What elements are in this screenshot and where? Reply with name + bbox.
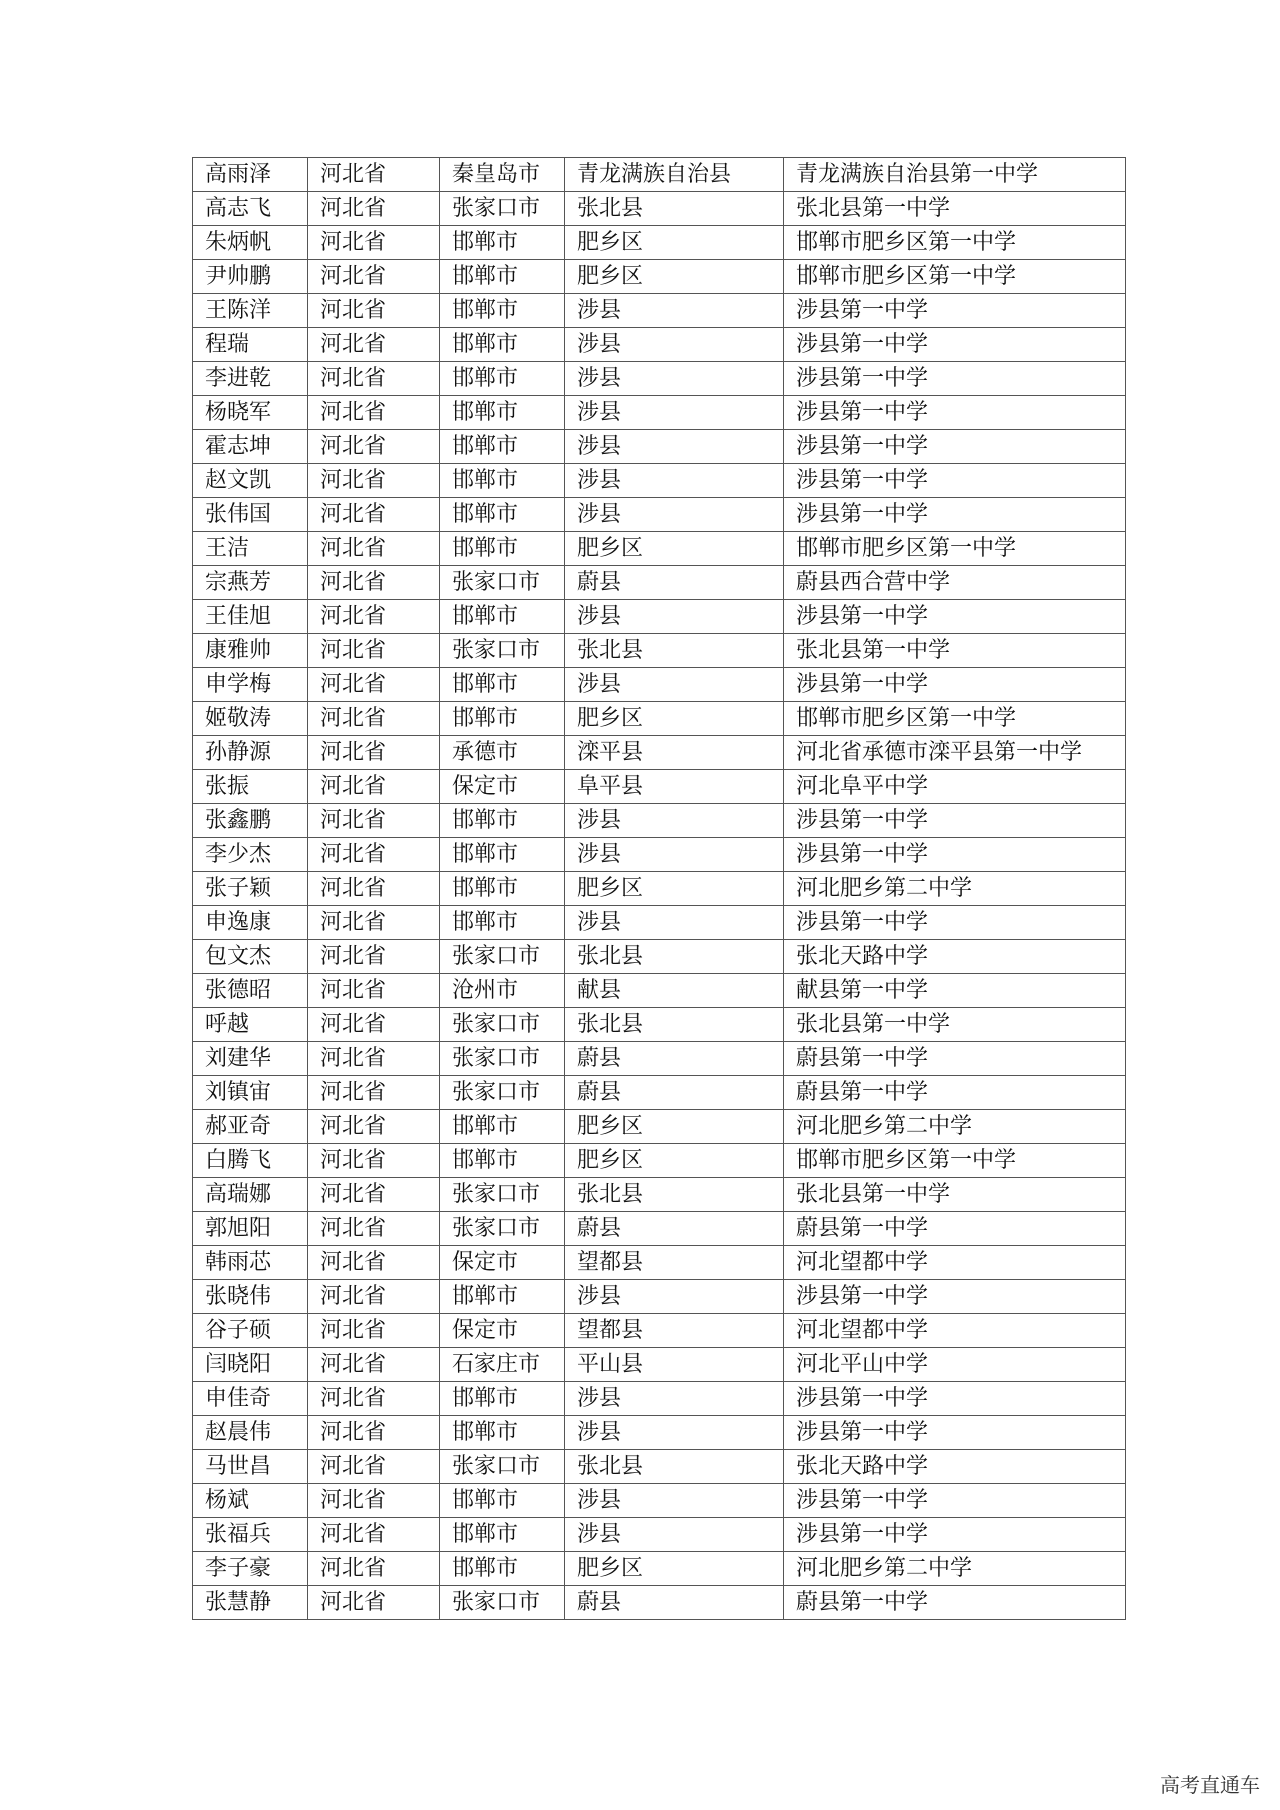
province-cell: 河北省 <box>308 1450 440 1484</box>
school-cell: 涉县第一中学 <box>784 1416 1126 1450</box>
county-cell: 涉县 <box>565 464 784 498</box>
city-cell: 邯郸市 <box>440 906 565 940</box>
province-cell: 河北省 <box>308 1348 440 1382</box>
city-cell: 沧州市 <box>440 974 565 1008</box>
school-cell: 河北肥乡第二中学 <box>784 1552 1126 1586</box>
name-cell: 郭旭阳 <box>193 1212 308 1246</box>
county-cell: 肥乡区 <box>565 1552 784 1586</box>
county-cell: 张北县 <box>565 634 784 668</box>
county-cell: 张北县 <box>565 1008 784 1042</box>
city-cell: 邯郸市 <box>440 260 565 294</box>
province-cell: 河北省 <box>308 1280 440 1314</box>
county-cell: 蔚县 <box>565 1042 784 1076</box>
city-cell: 邯郸市 <box>440 702 565 736</box>
city-cell: 承德市 <box>440 736 565 770</box>
school-cell: 蔚县西合营中学 <box>784 566 1126 600</box>
school-cell: 河北肥乡第二中学 <box>784 872 1126 906</box>
school-cell: 张北县第一中学 <box>784 1008 1126 1042</box>
school-cell: 河北肥乡第二中学 <box>784 1110 1126 1144</box>
table-row <box>193 396 1126 430</box>
school-cell: 蔚县第一中学 <box>784 1586 1126 1620</box>
province-cell: 河北省 <box>308 158 440 192</box>
name-cell: 尹帅鹏 <box>193 260 308 294</box>
table-row <box>193 1552 1126 1586</box>
table-row <box>193 1348 1126 1382</box>
city-cell: 邯郸市 <box>440 1110 565 1144</box>
name-cell: 高瑞娜 <box>193 1178 308 1212</box>
province-cell: 河北省 <box>308 1144 440 1178</box>
name-cell: 程瑞 <box>193 328 308 362</box>
province-cell: 河北省 <box>308 702 440 736</box>
city-cell: 邯郸市 <box>440 1416 565 1450</box>
school-cell: 涉县第一中学 <box>784 804 1126 838</box>
name-cell: 张伟国 <box>193 498 308 532</box>
name-cell: 白腾飞 <box>193 1144 308 1178</box>
province-cell: 河北省 <box>308 1212 440 1246</box>
county-cell: 涉县 <box>565 1280 784 1314</box>
school-cell: 邯郸市肥乡区第一中学 <box>784 1144 1126 1178</box>
table-row <box>193 736 1126 770</box>
school-cell: 涉县第一中学 <box>784 1484 1126 1518</box>
province-cell: 河北省 <box>308 940 440 974</box>
school-cell: 蔚县第一中学 <box>784 1076 1126 1110</box>
county-cell: 涉县 <box>565 396 784 430</box>
county-cell: 涉县 <box>565 1382 784 1416</box>
province-cell: 河北省 <box>308 328 440 362</box>
table-row <box>193 1484 1126 1518</box>
name-cell: 孙静源 <box>193 736 308 770</box>
table-row <box>193 566 1126 600</box>
city-cell: 邯郸市 <box>440 872 565 906</box>
city-cell: 邯郸市 <box>440 668 565 702</box>
name-cell: 韩雨芯 <box>193 1246 308 1280</box>
city-cell: 邯郸市 <box>440 532 565 566</box>
table-row <box>193 532 1126 566</box>
name-cell: 宗燕芳 <box>193 566 308 600</box>
province-cell: 河北省 <box>308 1314 440 1348</box>
school-cell: 河北望都中学 <box>784 1246 1126 1280</box>
county-cell: 涉县 <box>565 328 784 362</box>
county-cell: 肥乡区 <box>565 226 784 260</box>
table-row <box>193 906 1126 940</box>
table-row <box>193 430 1126 464</box>
name-cell: 刘建华 <box>193 1042 308 1076</box>
name-cell: 张晓伟 <box>193 1280 308 1314</box>
county-cell: 涉县 <box>565 430 784 464</box>
name-cell: 高志飞 <box>193 192 308 226</box>
county-cell: 平山县 <box>565 1348 784 1382</box>
province-cell: 河北省 <box>308 1110 440 1144</box>
name-cell: 朱炳帆 <box>193 226 308 260</box>
city-cell: 张家口市 <box>440 1586 565 1620</box>
city-cell: 张家口市 <box>440 566 565 600</box>
city-cell: 邯郸市 <box>440 294 565 328</box>
province-cell: 河北省 <box>308 1076 440 1110</box>
city-cell: 邯郸市 <box>440 464 565 498</box>
watermark-text: 高考直通车 <box>1160 1773 1260 1797</box>
table-row <box>193 1008 1126 1042</box>
name-cell: 刘镇宙 <box>193 1076 308 1110</box>
table-body <box>193 158 1126 1620</box>
school-cell: 涉县第一中学 <box>784 1280 1126 1314</box>
province-cell: 河北省 <box>308 770 440 804</box>
table-row <box>193 770 1126 804</box>
table-row <box>193 158 1126 192</box>
name-cell: 杨斌 <box>193 1484 308 1518</box>
county-cell: 肥乡区 <box>565 702 784 736</box>
county-cell: 滦平县 <box>565 736 784 770</box>
school-cell: 河北望都中学 <box>784 1314 1126 1348</box>
school-cell: 涉县第一中学 <box>784 328 1126 362</box>
city-cell: 张家口市 <box>440 940 565 974</box>
county-cell: 涉县 <box>565 362 784 396</box>
city-cell: 张家口市 <box>440 1008 565 1042</box>
province-cell: 河北省 <box>308 430 440 464</box>
province-cell: 河北省 <box>308 1552 440 1586</box>
table-row <box>193 498 1126 532</box>
table-row <box>193 192 1126 226</box>
city-cell: 邯郸市 <box>440 1144 565 1178</box>
school-cell: 涉县第一中学 <box>784 600 1126 634</box>
county-cell: 阜平县 <box>565 770 784 804</box>
school-cell: 涉县第一中学 <box>784 430 1126 464</box>
name-cell: 马世昌 <box>193 1450 308 1484</box>
table-row <box>193 872 1126 906</box>
name-cell: 呼越 <box>193 1008 308 1042</box>
table-row <box>193 1518 1126 1552</box>
city-cell: 张家口市 <box>440 634 565 668</box>
county-cell: 涉县 <box>565 1518 784 1552</box>
city-cell: 邯郸市 <box>440 804 565 838</box>
province-cell: 河北省 <box>308 1008 440 1042</box>
name-cell: 王陈洋 <box>193 294 308 328</box>
table-row <box>193 1586 1126 1620</box>
province-cell: 河北省 <box>308 192 440 226</box>
province-cell: 河北省 <box>308 736 440 770</box>
county-cell: 肥乡区 <box>565 532 784 566</box>
name-cell: 姬敬涛 <box>193 702 308 736</box>
name-cell: 赵晨伟 <box>193 1416 308 1450</box>
city-cell: 邯郸市 <box>440 838 565 872</box>
table-row <box>193 702 1126 736</box>
table-row <box>193 1314 1126 1348</box>
city-cell: 邯郸市 <box>440 1552 565 1586</box>
city-cell: 邯郸市 <box>440 430 565 464</box>
city-cell: 张家口市 <box>440 1178 565 1212</box>
city-cell: 张家口市 <box>440 1042 565 1076</box>
city-cell: 邯郸市 <box>440 1382 565 1416</box>
province-cell: 河北省 <box>308 1484 440 1518</box>
table-row <box>193 1042 1126 1076</box>
city-cell: 张家口市 <box>440 1450 565 1484</box>
table-row <box>193 226 1126 260</box>
province-cell: 河北省 <box>308 260 440 294</box>
name-cell: 张福兵 <box>193 1518 308 1552</box>
city-cell: 张家口市 <box>440 1076 565 1110</box>
table-row <box>193 940 1126 974</box>
province-cell: 河北省 <box>308 668 440 702</box>
county-cell: 青龙满族自治县 <box>565 158 784 192</box>
name-cell: 张德昭 <box>193 974 308 1008</box>
table-row <box>193 260 1126 294</box>
county-cell: 涉县 <box>565 906 784 940</box>
province-cell: 河北省 <box>308 906 440 940</box>
city-cell: 张家口市 <box>440 1212 565 1246</box>
city-cell: 保定市 <box>440 770 565 804</box>
school-cell: 张北县第一中学 <box>784 1178 1126 1212</box>
county-cell: 涉县 <box>565 804 784 838</box>
table-row <box>193 600 1126 634</box>
school-cell: 张北县第一中学 <box>784 634 1126 668</box>
school-cell: 涉县第一中学 <box>784 464 1126 498</box>
province-cell: 河北省 <box>308 634 440 668</box>
county-cell: 望都县 <box>565 1314 784 1348</box>
province-cell: 河北省 <box>308 1586 440 1620</box>
county-cell: 肥乡区 <box>565 1144 784 1178</box>
city-cell: 保定市 <box>440 1246 565 1280</box>
name-cell: 高雨泽 <box>193 158 308 192</box>
province-cell: 河北省 <box>308 1518 440 1552</box>
student-list-table <box>192 157 1126 1620</box>
school-cell: 邯郸市肥乡区第一中学 <box>784 260 1126 294</box>
county-cell: 张北县 <box>565 1178 784 1212</box>
county-cell: 肥乡区 <box>565 872 784 906</box>
county-cell: 献县 <box>565 974 784 1008</box>
city-cell: 张家口市 <box>440 192 565 226</box>
county-cell: 涉县 <box>565 498 784 532</box>
table-row <box>193 294 1126 328</box>
name-cell: 包文杰 <box>193 940 308 974</box>
name-cell: 闫晓阳 <box>193 1348 308 1382</box>
county-cell: 肥乡区 <box>565 1110 784 1144</box>
table-row <box>193 804 1126 838</box>
table-row <box>193 1212 1126 1246</box>
table-row <box>193 1450 1126 1484</box>
school-cell: 河北省承德市滦平县第一中学 <box>784 736 1126 770</box>
county-cell: 蔚县 <box>565 1586 784 1620</box>
table-row <box>193 1280 1126 1314</box>
school-cell: 涉县第一中学 <box>784 1518 1126 1552</box>
name-cell: 王佳旭 <box>193 600 308 634</box>
name-cell: 李少杰 <box>193 838 308 872</box>
school-cell: 献县第一中学 <box>784 974 1126 1008</box>
school-cell: 河北阜平中学 <box>784 770 1126 804</box>
name-cell: 郝亚奇 <box>193 1110 308 1144</box>
school-cell: 蔚县第一中学 <box>784 1212 1126 1246</box>
name-cell: 谷子硕 <box>193 1314 308 1348</box>
name-cell: 杨晓军 <box>193 396 308 430</box>
name-cell: 李子豪 <box>193 1552 308 1586</box>
city-cell: 邯郸市 <box>440 1484 565 1518</box>
table-row <box>193 1382 1126 1416</box>
province-cell: 河北省 <box>308 1382 440 1416</box>
school-cell: 青龙满族自治县第一中学 <box>784 158 1126 192</box>
province-cell: 河北省 <box>308 1416 440 1450</box>
county-cell: 涉县 <box>565 1484 784 1518</box>
table-row <box>193 1076 1126 1110</box>
name-cell: 王洁 <box>193 532 308 566</box>
school-cell: 涉县第一中学 <box>784 906 1126 940</box>
table-row <box>193 464 1126 498</box>
city-cell: 保定市 <box>440 1314 565 1348</box>
school-cell: 邯郸市肥乡区第一中学 <box>784 702 1126 736</box>
county-cell: 涉县 <box>565 668 784 702</box>
province-cell: 河北省 <box>308 294 440 328</box>
school-cell: 涉县第一中学 <box>784 1382 1126 1416</box>
name-cell: 申学梅 <box>193 668 308 702</box>
city-cell: 邯郸市 <box>440 396 565 430</box>
province-cell: 河北省 <box>308 872 440 906</box>
city-cell: 邯郸市 <box>440 498 565 532</box>
school-cell: 涉县第一中学 <box>784 838 1126 872</box>
county-cell: 蔚县 <box>565 566 784 600</box>
city-cell: 邯郸市 <box>440 328 565 362</box>
province-cell: 河北省 <box>308 566 440 600</box>
school-cell: 蔚县第一中学 <box>784 1042 1126 1076</box>
table-row <box>193 1416 1126 1450</box>
province-cell: 河北省 <box>308 600 440 634</box>
province-cell: 河北省 <box>308 974 440 1008</box>
province-cell: 河北省 <box>308 464 440 498</box>
table-row <box>193 1246 1126 1280</box>
province-cell: 河北省 <box>308 1246 440 1280</box>
table-row <box>193 1144 1126 1178</box>
school-cell: 涉县第一中学 <box>784 498 1126 532</box>
city-cell: 秦皇岛市 <box>440 158 565 192</box>
school-cell: 涉县第一中学 <box>784 668 1126 702</box>
table-row <box>193 1178 1126 1212</box>
county-cell: 涉县 <box>565 600 784 634</box>
county-cell: 蔚县 <box>565 1076 784 1110</box>
province-cell: 河北省 <box>308 1178 440 1212</box>
name-cell: 赵文凯 <box>193 464 308 498</box>
school-cell: 张北天路中学 <box>784 1450 1126 1484</box>
county-cell: 望都县 <box>565 1246 784 1280</box>
name-cell: 张慧静 <box>193 1586 308 1620</box>
city-cell: 邯郸市 <box>440 1280 565 1314</box>
name-cell: 霍志坤 <box>193 430 308 464</box>
school-cell: 河北平山中学 <box>784 1348 1126 1382</box>
county-cell: 涉县 <box>565 1416 784 1450</box>
county-cell: 涉县 <box>565 294 784 328</box>
name-cell: 张鑫鹏 <box>193 804 308 838</box>
name-cell: 申逸康 <box>193 906 308 940</box>
table-row <box>193 634 1126 668</box>
province-cell: 河北省 <box>308 498 440 532</box>
county-cell: 张北县 <box>565 1450 784 1484</box>
name-cell: 李进乾 <box>193 362 308 396</box>
city-cell: 石家庄市 <box>440 1348 565 1382</box>
county-cell: 张北县 <box>565 940 784 974</box>
province-cell: 河北省 <box>308 804 440 838</box>
school-cell: 涉县第一中学 <box>784 396 1126 430</box>
county-cell: 肥乡区 <box>565 260 784 294</box>
city-cell: 邯郸市 <box>440 362 565 396</box>
province-cell: 河北省 <box>308 396 440 430</box>
table-row <box>193 668 1126 702</box>
city-cell: 邯郸市 <box>440 226 565 260</box>
province-cell: 河北省 <box>308 1042 440 1076</box>
province-cell: 河北省 <box>308 532 440 566</box>
table-row <box>193 362 1126 396</box>
county-cell: 涉县 <box>565 838 784 872</box>
school-cell: 涉县第一中学 <box>784 362 1126 396</box>
school-cell: 邯郸市肥乡区第一中学 <box>784 226 1126 260</box>
province-cell: 河北省 <box>308 226 440 260</box>
school-cell: 涉县第一中学 <box>784 294 1126 328</box>
name-cell: 张子颖 <box>193 872 308 906</box>
table-row <box>193 974 1126 1008</box>
school-cell: 张北天路中学 <box>784 940 1126 974</box>
name-cell: 申佳奇 <box>193 1382 308 1416</box>
name-cell: 康雅帅 <box>193 634 308 668</box>
province-cell: 河北省 <box>308 362 440 396</box>
table-row <box>193 1110 1126 1144</box>
school-cell: 邯郸市肥乡区第一中学 <box>784 532 1126 566</box>
county-cell: 蔚县 <box>565 1212 784 1246</box>
province-cell: 河北省 <box>308 838 440 872</box>
table-row <box>193 328 1126 362</box>
city-cell: 邯郸市 <box>440 1518 565 1552</box>
name-cell: 张振 <box>193 770 308 804</box>
table-row <box>193 838 1126 872</box>
city-cell: 邯郸市 <box>440 600 565 634</box>
school-cell: 张北县第一中学 <box>784 192 1126 226</box>
county-cell: 张北县 <box>565 192 784 226</box>
